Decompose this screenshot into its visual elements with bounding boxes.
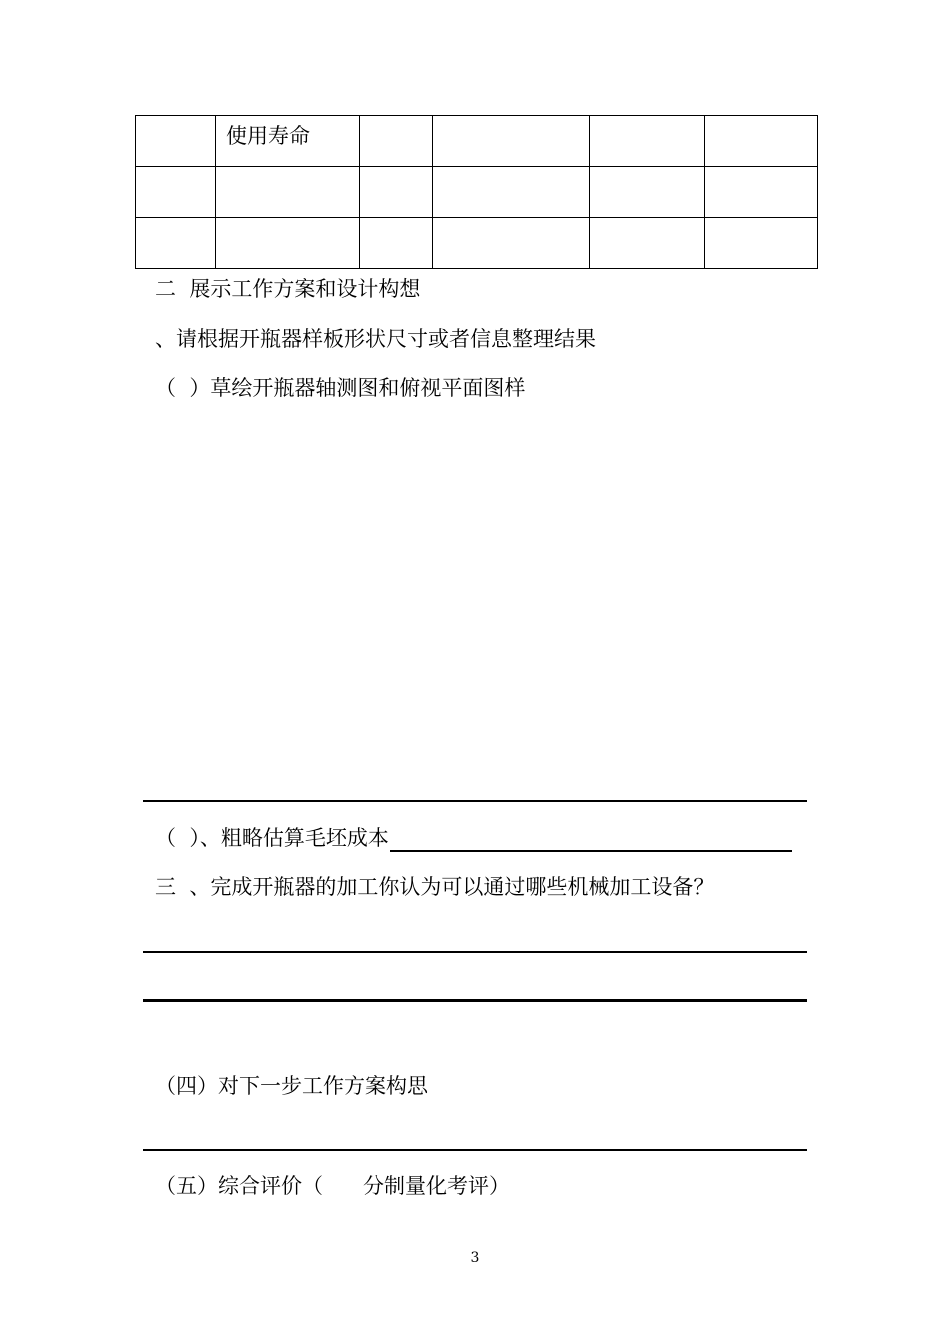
page-number: 3 bbox=[470, 1250, 480, 1266]
table-cell bbox=[705, 167, 818, 218]
item-1-text: 、请根据开瓶器样板形状尺寸或者信息整理结果 bbox=[155, 327, 596, 351]
section-5-text: （五）综合评价（ 分制量化考评） bbox=[155, 1174, 511, 1198]
table-cell bbox=[590, 218, 705, 269]
table-cell bbox=[590, 116, 705, 167]
section-2-heading: 二 展示工作方案和设计构想 bbox=[155, 277, 421, 301]
section-4-text: （四）对下一步工作方案构思 bbox=[155, 1074, 428, 1098]
answer-line bbox=[143, 1149, 807, 1151]
table-cell bbox=[360, 218, 433, 269]
answer-line bbox=[143, 951, 807, 953]
table-cell bbox=[590, 167, 705, 218]
section-3-text: 三 、完成开瓶器的加工你认为可以通过哪些机械加工设备？ bbox=[155, 875, 715, 899]
table-cell bbox=[216, 167, 360, 218]
table-row bbox=[136, 116, 818, 167]
table-cell bbox=[705, 218, 818, 269]
table-cell bbox=[433, 167, 590, 218]
table-cell bbox=[433, 116, 590, 167]
table-cell bbox=[360, 167, 433, 218]
spec-table bbox=[135, 115, 818, 269]
table-cell bbox=[705, 116, 818, 167]
table-row bbox=[136, 167, 818, 218]
answer-line bbox=[143, 999, 807, 1002]
table-cell bbox=[136, 218, 216, 269]
table-cell: 使用寿命 bbox=[216, 116, 360, 167]
answer-line bbox=[143, 800, 807, 802]
table-row bbox=[136, 218, 818, 269]
table-cell bbox=[136, 116, 216, 167]
cost-estimate-text: （ ）、粗略估算毛坯成本 bbox=[155, 826, 389, 850]
table-cell bbox=[216, 218, 360, 269]
table-cell bbox=[433, 218, 590, 269]
item-1-sub-text: （ ）草绘开瓶器轴测图和俯视平面图样 bbox=[155, 376, 526, 400]
cost-answer-line bbox=[390, 850, 792, 852]
table-cell bbox=[136, 167, 216, 218]
table-cell bbox=[360, 116, 433, 167]
